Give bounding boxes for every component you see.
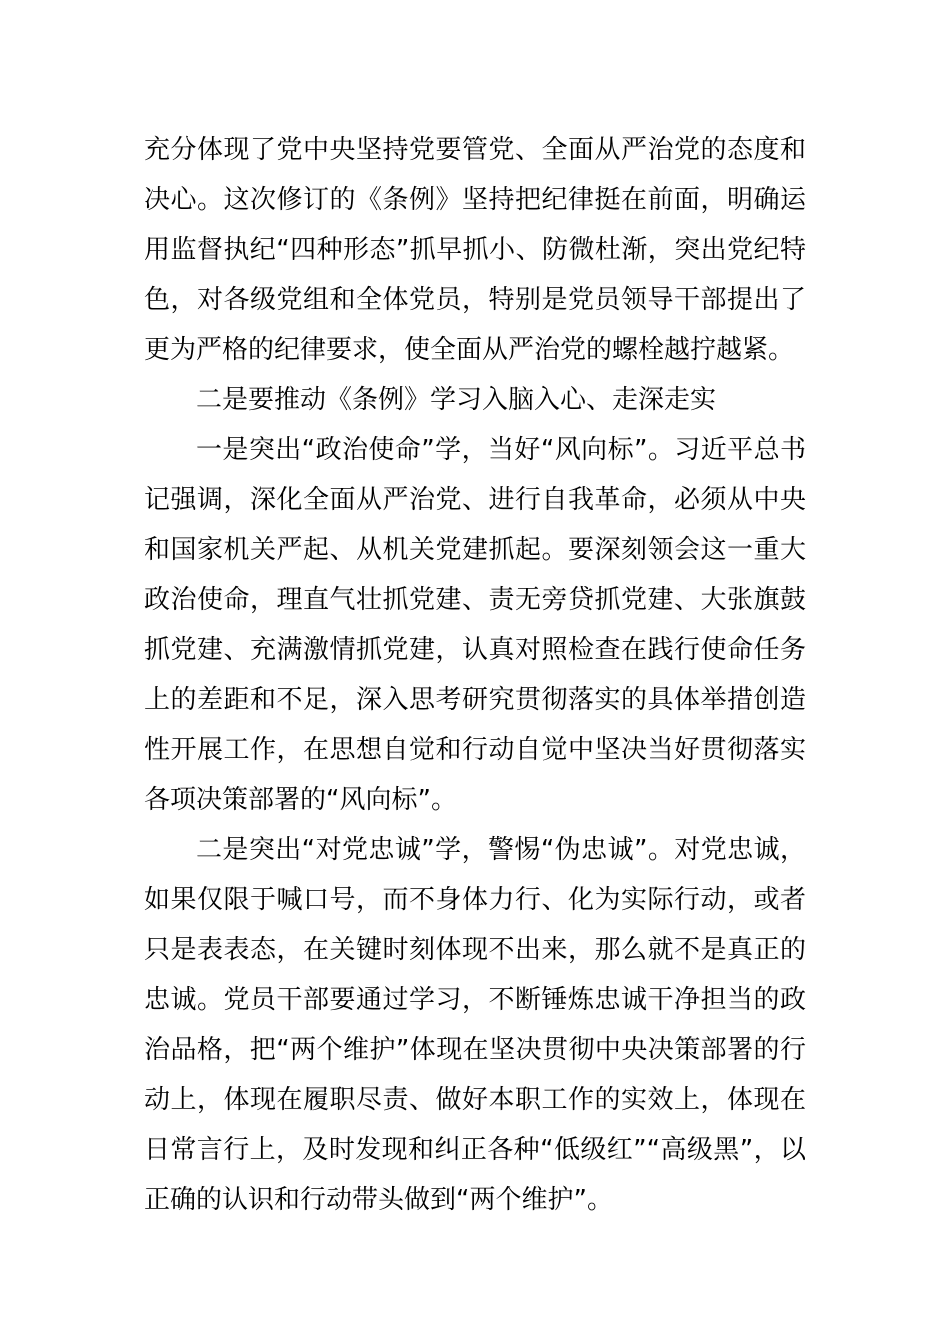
document-body xyxy=(144,125,806,1225)
paragraph-political-mission: 一是突出“政治使命”学，当好“风向标”。习近平总书记强调，深化全面从严治党、进行自我革命，必须从中央和国家机关严起、从机关党建抓起。要深刻领会这一重大政治使命，理直气壮抓党建、责无旁贷抓党建、大张旗鼓抓党建、充满激情抓党建，认真对照检查在践行使命任务上的差距和不足，深入思考研究贯彻落实的具体举措创造性开展工作，在思想自觉和行动自觉中坚决当好贯彻落实各项决策部署的“风向标”。 xyxy=(144,435,806,815)
section-heading: 二是要推动《条例》学习入脑入心、走深走实 xyxy=(196,385,717,415)
paragraph-continuation: 充分体现了党中央坚持党要管党、全面从严治党的态度和决心。这次修订的《条例》坚持把纪律挺在前面，明确运用监督执纪“四种形态”抓早抓小、防微杜渐，突出党纪特色，对各级党组和全体党员，特别是党员领导干部提出了更为严格的纪律要求，使全面从严治党的螺栓越拧越紧。 xyxy=(144,135,806,365)
paragraph-party-loyalty: 二是突出“对党忠诚”学，警惕“伪忠诚”。对党忠诚，如果仅限于喊口号，而不身体力行、化为实际行动，或者只是表表态，在关键时刻体现不出来，那么就不是真正的忠诚。党员干部要通过学习，不断锤炼忠诚干净担当的政治品格，把“两个维护”体现在坚决贯彻中央决策部署的行动上，体现在履职尽责、做好本职工作的实效上，体现在日常言行上，及时发现和纠正各种“低级红”“高级黑”，以正确的认识和行动带头做到“两个维护”。 xyxy=(144,835,806,1215)
